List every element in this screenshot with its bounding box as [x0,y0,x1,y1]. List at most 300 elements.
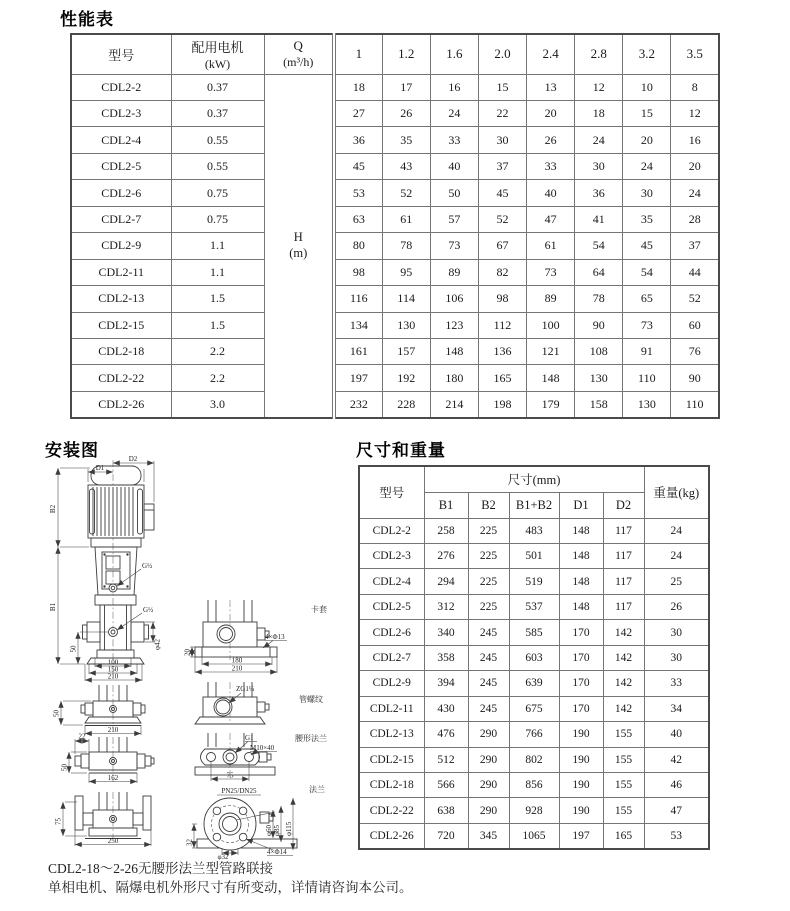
dim-label-4phi13: 4×Φ13 [265,633,285,641]
perf-value-cell: 108 [575,339,623,365]
perf-model-cell: CDL2-18 [71,339,171,365]
perf-value-cell: 24 [430,100,478,126]
dims-value-cell: 358 [424,645,468,670]
perf-value-cell: 180 [430,365,478,391]
dim-label-162: 162 [107,774,119,782]
dims-value-cell: 155 [603,722,644,747]
perf-flow-header: 3.2 [623,34,671,74]
dims-value-cell: 33 [644,671,709,696]
perf-head-unit-cell: H (m) [264,74,334,418]
dims-value-cell: 46 [644,773,709,798]
dims-col-model: 型号 [359,466,424,518]
dims-value-cell: 190 [559,747,603,772]
dims-value-cell: 25 [644,569,709,594]
perf-value-cell: 47 [527,206,575,232]
base-view-flange [186,784,326,860]
dims-value-cell: 155 [603,798,644,823]
dims-value-cell: 142 [603,696,644,721]
perf-value-cell: 12 [575,74,623,100]
dim-label-20: 20 [183,649,192,656]
perf-table-row [71,180,719,206]
perf-value-cell: 45 [623,233,671,259]
perf-value-cell: 52 [382,180,430,206]
base-view-waist-flange [195,733,327,781]
base-view-3-left [61,733,155,784]
dims-value-cell: 1065 [509,823,559,849]
footer-note-2: 单相电机、隔爆电机外形尺寸有所变动，详情请咨询本公司。 [48,880,413,895]
dims-value-cell: 258 [424,518,468,543]
dims-table-row [359,747,709,772]
dims-value-cell: 197 [559,823,603,849]
base-view-clamp [184,600,328,673]
dims-value-cell: 225 [468,569,509,594]
base-view-2-left [53,685,146,735]
perf-value-cell: 15 [623,100,671,126]
dims-header-row [359,466,709,492]
perf-value-cell: 61 [527,233,575,259]
perf-flow-header: 3.5 [671,34,719,74]
perf-motor-cell: 0.75 [171,180,264,206]
dims-value-cell: 245 [468,671,509,696]
dim-label-210b: 210 [231,664,243,673]
perf-value-cell: 22 [478,100,526,126]
perf-value-cell: 91 [623,339,671,365]
dims-value-cell: 290 [468,798,509,823]
dims-value-cell: 312 [424,594,468,619]
perf-value-cell: 30 [623,180,671,206]
dims-value-cell: 117 [603,518,644,543]
perf-table-row [71,74,719,100]
perf-model-cell: CDL2-2 [71,74,171,100]
perf-value-cell: 148 [430,339,478,365]
perf-value-cell: 36 [575,180,623,206]
dims-value-cell: 290 [468,722,509,747]
dim-label-22: 22 [78,732,86,741]
dimensions-title: 尺寸和重量 [356,441,446,461]
dims-value-cell: 142 [603,620,644,645]
perf-value-cell: 10 [623,74,671,100]
dims-value-cell: 340 [424,620,468,645]
perf-value-cell: 54 [575,233,623,259]
perf-model-cell: CDL2-13 [71,286,171,312]
perf-value-cell: 90 [671,365,719,391]
dims-value-cell: 276 [424,543,468,568]
perf-model-cell: CDL2-6 [71,180,171,206]
dims-value-cell: 245 [468,620,509,645]
dim-label-210a: 210 [107,672,119,681]
perf-table-row [71,391,719,418]
perf-value-cell: 15 [478,74,526,100]
perf-value-cell: 20 [527,100,575,126]
dims-value-cell: 290 [468,747,509,772]
perf-value-cell: 121 [527,339,575,365]
dims-value-cell: 142 [603,671,644,696]
performance-table [70,33,720,419]
perf-value-cell: 18 [575,100,623,126]
perf-value-cell: 8 [671,74,719,100]
dims-value-cell: 225 [468,518,509,543]
perf-value-cell: 165 [478,365,526,391]
dims-model-cell: CDL2-2 [359,518,424,543]
perf-table-row [71,153,719,179]
dim-label-180: 180 [231,656,243,665]
perf-value-cell: 33 [527,153,575,179]
perf-value-cell: 61 [382,206,430,232]
dims-value-cell: 170 [559,671,603,696]
dims-sub-header: D2 [603,492,644,518]
dims-value-cell: 142 [603,645,644,670]
perf-table-row [71,365,719,391]
perf-value-cell: 67 [478,233,526,259]
perf-col-q [264,34,334,74]
perf-value-cell: 53 [334,180,382,206]
perf-value-cell: 50 [430,180,478,206]
label-waist-flange: 腰形法兰 [295,734,327,743]
perf-value-cell: 57 [430,206,478,232]
perf-value-cell: 98 [334,259,382,285]
perf-motor-cell: 1.5 [171,312,264,338]
dims-model-cell: CDL2-6 [359,620,424,645]
dims-value-cell: 34 [644,696,709,721]
perf-value-cell: 45 [478,180,526,206]
dims-model-cell: CDL2-9 [359,671,424,696]
perf-value-cell: 98 [478,286,526,312]
perf-motor-cell: 3.0 [171,391,264,418]
dims-value-cell: 225 [468,594,509,619]
dims-value-cell: 117 [603,594,644,619]
dims-value-cell: 519 [509,569,559,594]
dims-value-cell: 148 [559,569,603,594]
perf-table-row [71,206,719,232]
dim-label-50b: 50 [52,710,61,717]
dims-value-cell: 483 [509,518,559,543]
dims-value-cell: 501 [509,543,559,568]
dims-value-cell: 394 [424,671,468,696]
perf-table-row [71,259,719,285]
dim-label-phi32: φ32 [217,853,229,860]
perf-flow-header: 1.2 [382,34,430,74]
dims-table-row [359,798,709,823]
dims-value-cell: 165 [603,823,644,849]
dim-label-g1: G1 [245,734,254,742]
perf-value-cell: 136 [478,339,526,365]
perf-value-cell: 37 [671,233,719,259]
dims-value-cell: 190 [559,722,603,747]
perf-value-cell: 130 [623,391,671,418]
perf-value-cell: 157 [382,339,430,365]
dims-model-cell: CDL2-26 [359,823,424,849]
dims-value-cell: 345 [468,823,509,849]
perf-flow-header: 2.4 [527,34,575,74]
installation-diagram [45,452,355,860]
perf-value-cell: 24 [671,180,719,206]
dims-value-cell: 225 [468,543,509,568]
base-view-pipe-thread [195,682,323,724]
perf-model-cell: CDL2-3 [71,100,171,126]
perf-value-cell: 192 [382,365,430,391]
dims-table-row [359,594,709,619]
perf-value-cell: 16 [430,74,478,100]
perf-col-model [71,34,171,74]
perf-model-cell: CDL2-15 [71,312,171,338]
dims-value-cell: 512 [424,747,468,772]
perf-value-cell: 40 [430,153,478,179]
dims-value-cell: 856 [509,773,559,798]
perf-flow-header: 2.8 [575,34,623,74]
perf-col-motor-line2: (kW) [204,56,231,71]
dims-value-cell: 190 [559,773,603,798]
perf-value-cell: 232 [334,391,382,418]
dims-col-size-group: 尺寸(mm) [424,466,644,492]
perf-motor-cell: 1.5 [171,286,264,312]
dims-model-cell: CDL2-4 [359,569,424,594]
label-clamp: 卡套 [311,605,327,614]
dims-table-row [359,722,709,747]
dims-value-cell: 148 [559,543,603,568]
dims-value-cell: 117 [603,543,644,568]
dims-table-row [359,671,709,696]
perf-col-q-line2: (m³/h) [283,55,314,70]
perf-value-cell: 37 [478,153,526,179]
dim-label-250: 250 [107,837,119,845]
perf-value-cell: 158 [575,391,623,418]
dim-label-m10x40: M10×40 [250,744,275,752]
dim-label-d1: D1 [95,464,105,472]
dims-model-cell: CDL2-15 [359,747,424,772]
dim-label-32: 32 [185,839,194,846]
dims-table-row [359,645,709,670]
dims-table-row [359,543,709,568]
dim-label-phi42: φ42 [153,638,162,650]
base-view-4-left [55,792,152,846]
perf-value-cell: 130 [382,312,430,338]
dims-sub-header: B2 [468,492,509,518]
dims-value-cell: 24 [644,543,709,568]
installation-title: 安装图 [45,441,99,461]
perf-value-cell: 116 [334,286,382,312]
perf-value-cell: 89 [527,286,575,312]
perf-value-cell: 60 [671,312,719,338]
perf-motor-cell: 1.1 [171,259,264,285]
perf-value-cell: 18 [334,74,382,100]
perf-flow-header: 1 [334,34,382,74]
dims-table-row [359,773,709,798]
dims-value-cell: 117 [603,569,644,594]
perf-model-cell: CDL2-22 [71,365,171,391]
perf-value-cell: 16 [671,127,719,153]
dims-value-cell: 148 [559,518,603,543]
dimensions-table [358,465,710,850]
perf-table-body [71,74,719,418]
dims-value-cell: 30 [644,645,709,670]
dim-label-50c: 50 [60,764,69,771]
dim-label-g-half-2: G½ [143,606,154,614]
dim-label-pn25: PN25/DN25 [221,787,257,795]
dims-value-cell: 290 [468,773,509,798]
dims-value-cell: 928 [509,798,559,823]
perf-value-cell: 100 [527,312,575,338]
perf-value-cell: 35 [382,127,430,153]
perf-value-cell: 43 [382,153,430,179]
perf-value-cell: 20 [623,127,671,153]
dim-label-phi60: φ60 [265,824,273,836]
perf-value-cell: 148 [527,365,575,391]
perf-value-cell: 123 [430,312,478,338]
perf-model-cell: CDL2-11 [71,259,171,285]
dims-model-cell: CDL2-7 [359,645,424,670]
dim-label-d2: D2 [128,455,138,463]
dims-value-cell: 53 [644,823,709,849]
dims-value-cell: 155 [603,773,644,798]
perf-table-row [71,286,719,312]
perf-value-cell: 197 [334,365,382,391]
perf-model-cell: CDL2-9 [71,233,171,259]
perf-value-cell: 110 [623,365,671,391]
dims-table-row [359,620,709,645]
perf-value-cell: 24 [575,127,623,153]
dims-value-cell: 245 [468,696,509,721]
perf-value-cell: 90 [575,312,623,338]
dims-value-cell: 639 [509,671,559,696]
perf-value-cell: 52 [671,286,719,312]
perf-header-row [71,34,719,74]
dims-col-weight: 重量(kg) [644,466,709,518]
perf-table-row [71,233,719,259]
dims-model-cell: CDL2-5 [359,594,424,619]
perf-value-cell: 30 [478,127,526,153]
dims-value-cell: 675 [509,696,559,721]
perf-model-cell: CDL2-4 [71,127,171,153]
perf-value-cell: 28 [671,206,719,232]
perf-value-cell: 82 [478,259,526,285]
perf-model-cell: CDL2-7 [71,206,171,232]
dims-sub-header: D1 [559,492,603,518]
perf-value-cell: 73 [527,259,575,285]
dims-value-cell: 170 [559,620,603,645]
perf-value-cell: 26 [382,100,430,126]
dim-label-150: 150 [107,665,119,674]
dims-value-cell: 537 [509,594,559,619]
perf-value-cell: 228 [382,391,430,418]
perf-value-cell: 112 [478,312,526,338]
perf-value-cell: 30 [575,153,623,179]
perf-motor-cell: 0.55 [171,127,264,153]
perf-value-cell: 73 [623,312,671,338]
perf-value-cell: 161 [334,339,382,365]
perf-table-row [71,312,719,338]
dims-value-cell: 720 [424,823,468,849]
dims-model-cell: CDL2-3 [359,543,424,568]
perf-value-cell: 26 [527,127,575,153]
dims-model-cell: CDL2-13 [359,722,424,747]
perf-value-cell: 95 [382,259,430,285]
dims-value-cell: 476 [424,722,468,747]
perf-motor-cell: 0.37 [171,100,264,126]
perf-value-cell: 41 [575,206,623,232]
perf-motor-cell: 2.2 [171,365,264,391]
perf-value-cell: 45 [334,153,382,179]
perf-value-cell: 114 [382,286,430,312]
dims-table-row [359,569,709,594]
dim-label-210c: 210 [107,726,119,734]
dims-sub-header: B1 [424,492,468,518]
dims-value-cell: 170 [559,645,603,670]
perf-value-cell: 17 [382,74,430,100]
dims-value-cell: 47 [644,798,709,823]
dim-label-100: 100 [107,658,119,667]
dim-label-50: 50 [69,645,78,653]
perf-motor-cell: 2.2 [171,339,264,365]
perf-value-cell: 35 [623,206,671,232]
dim-label-4phi14: 4×Φ14 [267,848,287,856]
dim-label-phi85: φ85 [273,824,281,836]
perf-value-cell: 179 [527,391,575,418]
perf-flow-header: 1.6 [430,34,478,74]
perf-value-cell: 198 [478,391,526,418]
dims-value-cell: 585 [509,620,559,645]
dims-model-cell: CDL2-22 [359,798,424,823]
perf-model-cell: CDL2-5 [71,153,171,179]
dim-label-zg114: ZG1¼ [236,685,255,693]
dim-label-75b: 75 [54,818,63,825]
dim-label-b1: B1 [49,602,57,612]
perf-value-cell: 13 [527,74,575,100]
dims-table-row [359,696,709,721]
perf-value-cell: 110 [671,391,719,418]
dims-value-cell: 802 [509,747,559,772]
performance-title: 性能表 [60,10,114,30]
dims-model-cell: CDL2-18 [359,773,424,798]
dims-value-cell: 42 [644,747,709,772]
dim-label-75a: 75 [226,771,234,780]
dims-value-cell: 170 [559,696,603,721]
dims-value-cell: 245 [468,645,509,670]
dims-value-cell: 26 [644,594,709,619]
perf-value-cell: 20 [671,153,719,179]
perf-table-row [71,339,719,365]
dims-value-cell: 603 [509,645,559,670]
perf-value-cell: 52 [478,206,526,232]
perf-value-cell: 54 [623,259,671,285]
perf-value-cell: 12 [671,100,719,126]
perf-value-cell: 130 [575,365,623,391]
perf-value-cell: 78 [575,286,623,312]
perf-value-cell: 89 [430,259,478,285]
perf-value-cell: 24 [623,153,671,179]
dims-table-row [359,823,709,849]
dims-table-body [359,518,709,849]
perf-motor-cell: 0.37 [171,74,264,100]
dims-value-cell: 430 [424,696,468,721]
dims-value-cell: 24 [644,518,709,543]
label-pipe-thread: 管螺纹 [299,695,323,704]
perf-value-cell: 64 [575,259,623,285]
label-flange: 法兰 [309,785,325,794]
perf-value-cell: 44 [671,259,719,285]
perf-value-cell: 36 [334,127,382,153]
dims-value-cell: 190 [559,798,603,823]
perf-value-cell: 80 [334,233,382,259]
perf-value-cell: 78 [382,233,430,259]
perf-motor-cell: 1.1 [171,233,264,259]
perf-value-cell: 40 [527,180,575,206]
perf-value-cell: 106 [430,286,478,312]
perf-value-cell: 76 [671,339,719,365]
footer-note-1: CDL2-18～2-26无腰形法兰型管路联接 [48,861,273,876]
perf-table-row [71,100,719,126]
dims-value-cell: 30 [644,620,709,645]
perf-col-motor [171,34,264,74]
